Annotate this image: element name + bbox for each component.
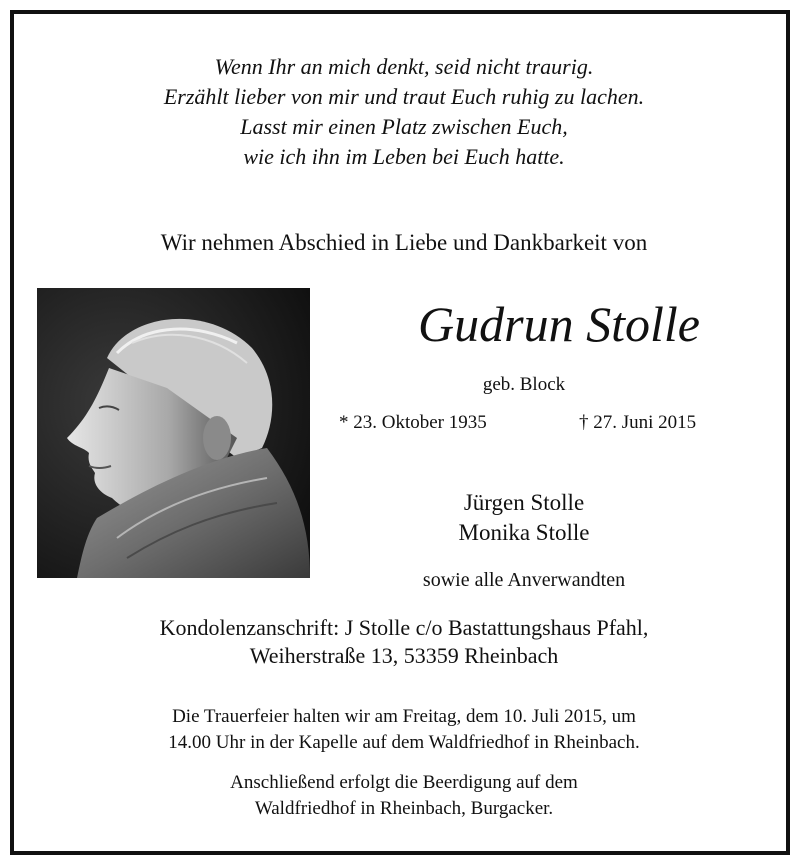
poem-line: wie ich ihn im Leben bei Euch hatte. [243, 144, 565, 169]
mourner-name: Monika Stolle [458, 520, 590, 545]
maiden-name: geb. Block [482, 374, 566, 395]
burial-line: Anschließend erfolgt die Beerdigung auf dem [230, 772, 578, 793]
mourner-names [394, 488, 654, 548]
ceremony-line: 14.00 Uhr in der Kapelle auf dem Waldfriedhof in Rheinbach. [168, 732, 640, 753]
burial-line: Waldfriedhof in Rheinbach, Burgacker. [254, 798, 554, 819]
relatives-line: sowie alle Anverwandten [422, 569, 626, 591]
condolence-address [14, 614, 794, 670]
poem [14, 52, 794, 172]
deceased-name: Gudrun Stolle [418, 296, 700, 352]
burial-notice [14, 770, 794, 822]
address-line: Weiherstraße 13, 53359 Rheinbach [249, 643, 559, 668]
death-date: † 27. Juni 2015 [579, 412, 697, 433]
obituary-frame [10, 10, 790, 855]
poem-line: Erzählt lieber von mir und traut Euch ruhig zu lachen. [163, 84, 645, 109]
poem-line: Lasst mir einen Platz zwischen Euch, [240, 114, 568, 139]
ceremony-notice [14, 704, 794, 756]
poem-line: Wenn Ihr an mich denkt, seid nicht traurig. [214, 54, 594, 79]
birth-date: * 23. Oktober 1935 [339, 412, 487, 433]
mourner-name: Jürgen Stolle [463, 490, 585, 515]
portrait-image [37, 288, 310, 578]
ceremony-line: Die Trauerfeier halten wir am Freitag, dem 10. Juli 2015, um [172, 706, 636, 727]
farewell-intro: Wir nehmen Abschied in Liebe und Dankbarkeit von [160, 230, 648, 255]
address-line: Kondolenzanschrift: J Stolle c/o Bastattungshaus Pfahl, [159, 615, 649, 640]
portrait-photo [37, 288, 310, 578]
